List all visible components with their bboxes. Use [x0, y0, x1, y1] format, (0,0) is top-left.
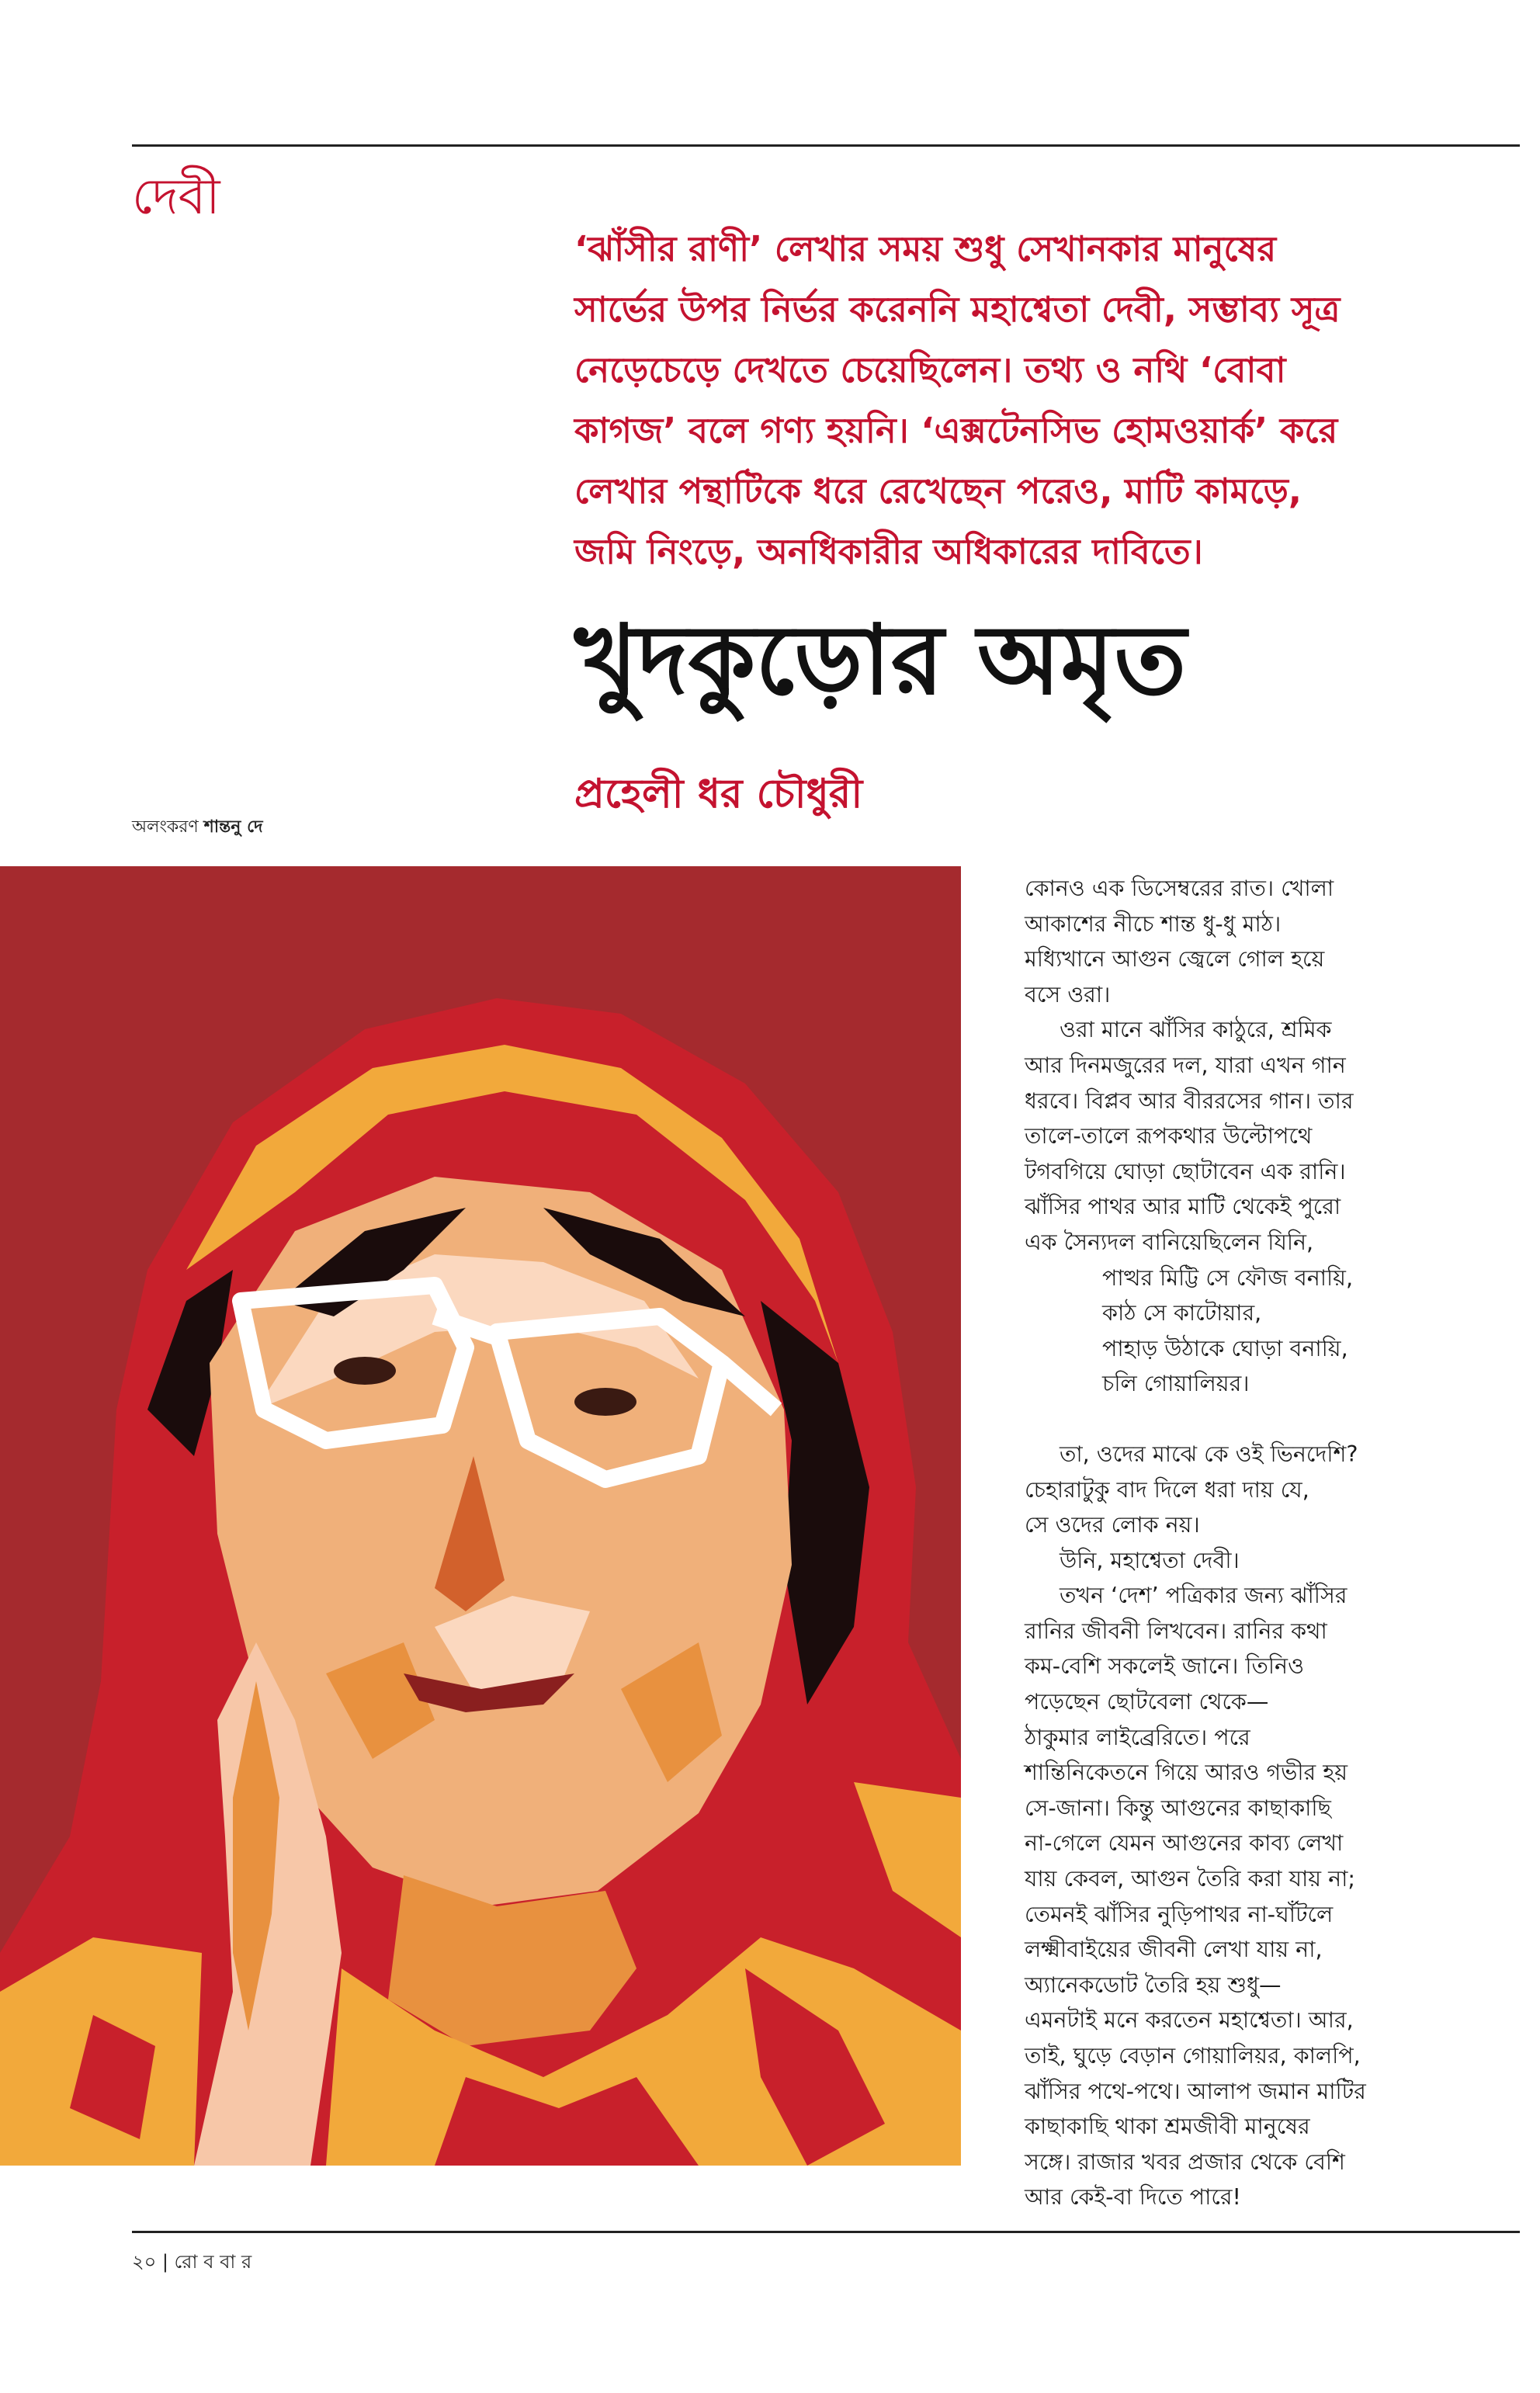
body-line: সঙ্গে। রাজার খবর প্রজার থেকে বেশি [1025, 2148, 1345, 2175]
credit-name: শান্তনু দে [203, 817, 263, 837]
body-line: তালে-তালে রূপকথার উল্টোপথে [1025, 1123, 1313, 1150]
body-line: ঠাকুমার লাইব্রেরিতে। পরে [1025, 1724, 1250, 1750]
body-line: যায় কেবল, আগুন তৈরি করা যায় না; [1025, 1866, 1355, 1892]
body-line: আকাশের নীচে শান্ত ধু-ধু মাঠ। [1025, 910, 1282, 937]
body-line: এমনটাই মনে করতেন মহাশ্বেতা। আর, [1025, 2007, 1354, 2034]
intro-line: লেখার পন্থাটিকে ধরে রেখেছেন পরেও, মাটি কামড়ে, [574, 470, 1302, 512]
paragraph-gap [1025, 1402, 1498, 1437]
body-line: টগবগিয়ে ঘোড়া ছোটাবেন এক রানি। [1025, 1158, 1346, 1184]
portrait-illustration [0, 866, 961, 2166]
verse-line: পাত্থর মিট্টি সে ফৌজ বনায়ি, [1102, 1264, 1354, 1291]
body-line: শান্তিনিকেতনে গিয়ে আরও গভীর হয় [1025, 1760, 1348, 1786]
bottom-rule [132, 2231, 1520, 2233]
body-line: সে ওদের লোক নয়। [1025, 1512, 1200, 1538]
body-line: এক সৈন্যদল বানিয়েছিলেন যিনি, [1025, 1229, 1314, 1255]
body-line: পড়েছেন ছোটবেলা থেকে— [1025, 1689, 1269, 1715]
body-line: বসে ওরা। [1025, 981, 1111, 1007]
intro-line: জমি নিংড়ে, অনধিকারীর অধিকারের দাবিতে। [574, 531, 1203, 572]
body-line: আর দিনমজুরের দল, যারা এখন গান [1025, 1052, 1346, 1078]
top-rule [132, 144, 1520, 147]
intro-line: কাগজ’ বলে গণ্য হয়নি। ‘এক্সটেনসিভ হোমওয়ার্ক’ করে [574, 410, 1338, 451]
body-line: অ্যানেকডোট তৈরি হয় শুধু— [1025, 1972, 1282, 1998]
body-line: উনি, মহাশ্বেতা দেবী। [1060, 1547, 1240, 1573]
author-byline: প্রহেলী ধর চৌধুরী [574, 771, 863, 817]
body-line: তা, ওদের মাঝে কে ওই ভিনদেশি? [1060, 1441, 1358, 1467]
body-line: তেমনই ঝাঁসির নুড়িপাথর না-ঘাঁটলে [1025, 1901, 1334, 1927]
body-line: আর কেই-বা দিতে পারে! [1025, 2184, 1241, 2211]
body-line: কাছাকাছি থাকা শ্রমজীবী মানুষের [1025, 2114, 1310, 2140]
article-body [1025, 871, 1498, 2215]
body-line: ঝাঁসির পথে-পথে। আলাপ জমান মাটির [1025, 2078, 1366, 2104]
intro-blurb [574, 219, 1490, 582]
body-line: না-গেলে যেমন আগুনের কাব্য লেখা [1025, 1830, 1344, 1857]
body-line: কম-বেশি সকলেই জানে। তিনিও [1025, 1653, 1305, 1680]
body-line: ঝাঁসির পাথর আর মাটি থেকেই পুরো [1025, 1194, 1341, 1220]
body-line: কোনও এক ডিসেম্বরের রাত। খোলা [1025, 876, 1334, 901]
body-line: সে-জানা। কিন্তু আগুনের কাছাকাছি [1025, 1795, 1331, 1821]
verse-line: চলি গোয়ালিয়র। [1102, 1371, 1250, 1397]
intro-line: ‘ঝাঁসীর রাণী’ লেখার সময় শুধু সেখানকার মানুষের [574, 228, 1277, 269]
section-label: দেবী [132, 168, 220, 226]
illustration-credit [132, 813, 263, 842]
body-line: ওরা মানে ঝাঁসির কাঠুরে, শ্রমিক [1060, 1017, 1332, 1043]
body-line: তাই, ঘুড়ে বেড়ান গোয়ালিয়র, কালপি, [1025, 2043, 1361, 2069]
intro-line: নেড়েচেড়ে দেখতে চেয়েছিলেন। তথ্য ও নথি ‘বোবা [574, 349, 1286, 390]
body-line: লক্ষ্মীবাইয়ের জীবনী লেখা যায় না, [1025, 1937, 1323, 1963]
credit-label: অলংকরণ [132, 817, 199, 837]
verse-line: পাহাড় উঠাকে ঘোড়া বনায়ি, [1102, 1335, 1348, 1361]
body-line: তখন ‘দেশ’ পত্রিকার জন্য ঝাঁসির [1060, 1583, 1348, 1609]
page-footer: ২০ | রো ব বা র [132, 2251, 252, 2273]
verse-line: কাঠ সে কাটোয়ার, [1102, 1300, 1262, 1327]
article-headline: খুদকুড়োর অমৃত [574, 605, 1187, 716]
body-line: ধরবে। বিপ্লব আর বীররসের গান। তার [1025, 1087, 1354, 1114]
body-line: চেহারাটুকু বাদ দিলে ধরা দায় যে, [1025, 1476, 1309, 1503]
body-line: রানির জীবনী লিখবেন। রানির কথা [1025, 1618, 1327, 1644]
body-line: মধ্যিখানে আগুন জ্বেলে গোল হয়ে [1025, 946, 1325, 973]
intro-line: সার্ভের উপর নির্ভর করেননি মহাশ্বেতা দেবী, সম্ভাব্য সূত্র [574, 289, 1341, 330]
